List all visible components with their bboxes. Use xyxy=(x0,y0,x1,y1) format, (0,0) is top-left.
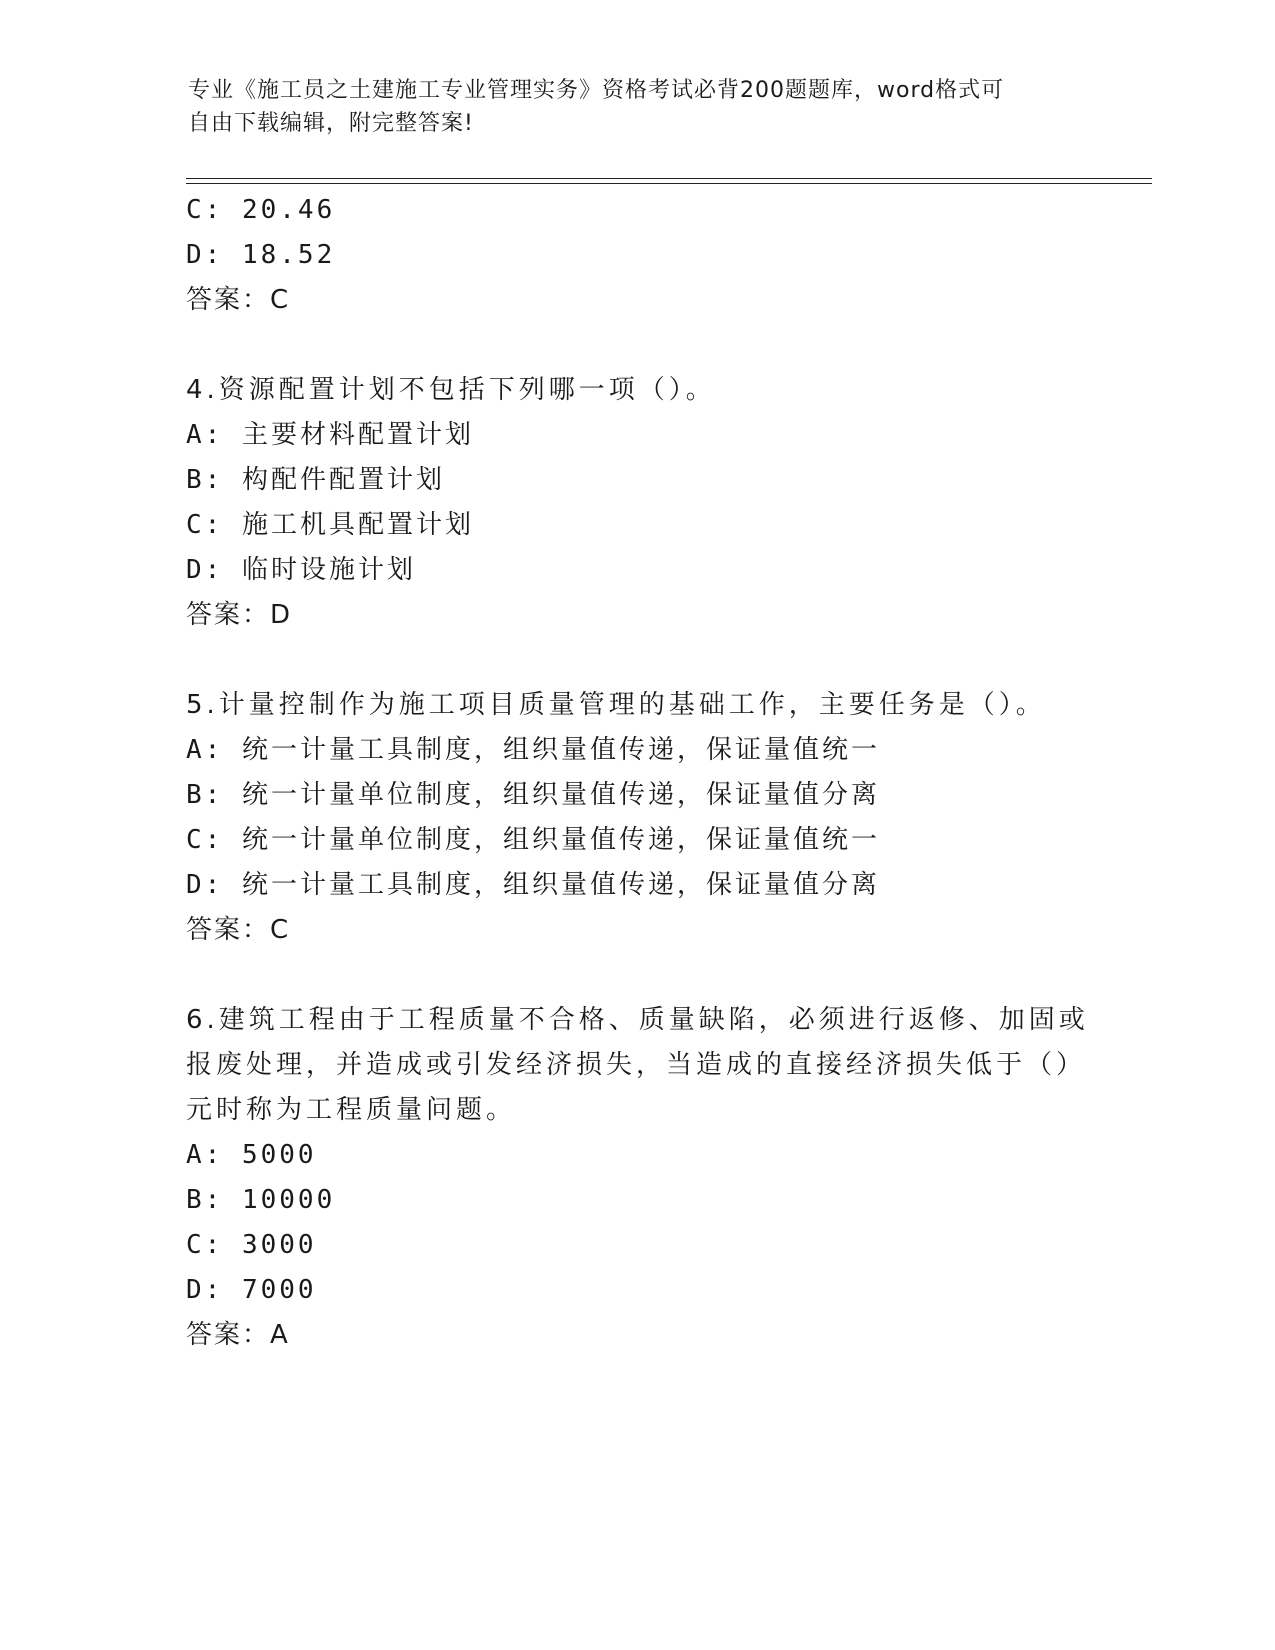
q3-answer: 答案：C xyxy=(186,285,291,315)
q4-option-a: A: 主要材料配置计划 xyxy=(186,420,474,450)
q4-option-b: B: 构配件配置计划 xyxy=(186,465,445,495)
q4-option-d: D: 临时设施计划 xyxy=(186,555,416,585)
q3-option-d: D: 18.52 xyxy=(186,240,336,270)
q6-question-line-3: 元时称为工程质量问题。 xyxy=(186,1095,517,1125)
q5-option-d: D: 统一计量工具制度，组织量值传递，保证量值分离 xyxy=(186,870,880,900)
q6-option-c: C: 3000 xyxy=(186,1230,317,1260)
q4-answer: 答案：D xyxy=(186,600,293,630)
header-divider-bottom xyxy=(186,183,1152,184)
q6-answer: 答案：A xyxy=(186,1320,290,1350)
q5-option-a: A: 统一计量工具制度，组织量值传递，保证量值统一 xyxy=(186,735,880,765)
q4-question: 4.资源配置计划不包括下列哪一项（）。 xyxy=(186,375,716,405)
q5-option-b: B: 统一计量单位制度，组织量值传递，保证量值分离 xyxy=(186,780,880,810)
header-title-line-2: 自由下载编辑，附完整答案! xyxy=(188,111,474,136)
header-divider-top xyxy=(186,178,1152,179)
q5-option-c: C: 统一计量单位制度，组织量值传递，保证量值统一 xyxy=(186,825,880,855)
q5-question: 5.计量控制作为施工项目质量管理的基础工作，主要任务是（）。 xyxy=(186,690,1046,720)
q6-question-line-1: 6.建筑工程由于工程质量不合格、质量缺陷，必须进行返修、加固或 xyxy=(186,1005,1089,1035)
q6-option-a: A: 5000 xyxy=(186,1140,317,1170)
q3-option-c: C: 20.46 xyxy=(186,195,336,225)
q4-option-c: C: 施工机具配置计划 xyxy=(186,510,474,540)
q6-question-line-2: 报废处理，并造成或引发经济损失，当造成的直接经济损失低于（） xyxy=(186,1050,1087,1080)
q6-option-d: D: 7000 xyxy=(186,1275,317,1305)
document-header xyxy=(188,74,1068,140)
q5-answer: 答案：C xyxy=(186,915,291,945)
header-title-line-1: 专业《施工员之土建施工专业管理实务》资格考试必背200题题库，word格式可 xyxy=(188,78,1005,103)
q6-option-b: B: 10000 xyxy=(186,1185,336,1215)
